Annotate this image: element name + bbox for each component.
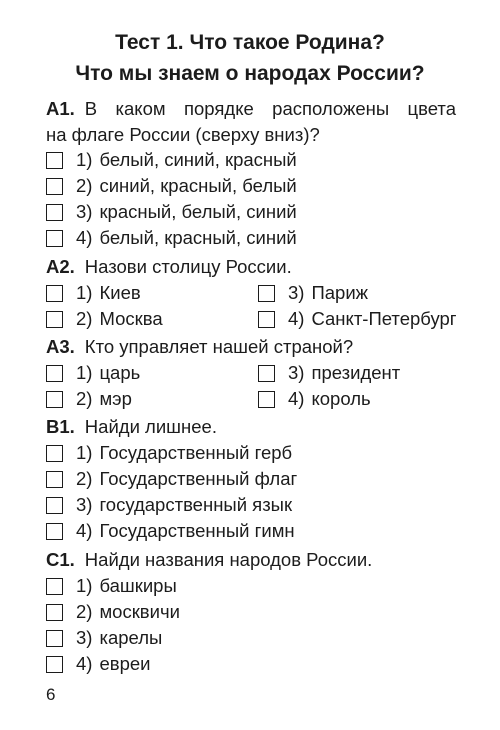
- option-label: президент: [311, 362, 401, 383]
- question-b1-option-1[interactable]: [46, 441, 292, 465]
- option-label: Государственный герб: [99, 442, 293, 463]
- question-a1-option-2[interactable]: [46, 174, 297, 198]
- question-b1-option-4[interactable]: [46, 519, 295, 543]
- question-a1-text-line-1-wrap: [46, 97, 456, 121]
- question-c1-number: С1.: [46, 549, 75, 570]
- option-number: 2): [76, 388, 93, 409]
- option-label: король: [311, 388, 371, 409]
- option-number: 2): [76, 175, 93, 196]
- option-label: белый, синий, красный: [99, 149, 297, 170]
- question-b1-option-2[interactable]: [46, 467, 297, 491]
- option-label: евреи: [99, 653, 151, 674]
- question-a1-option-3[interactable]: [46, 200, 297, 224]
- question-a2-number: А2.: [46, 256, 75, 277]
- question-a2-heading: [46, 255, 292, 279]
- answer-checkbox[interactable]: [46, 285, 63, 302]
- option-label: москвичи: [99, 601, 180, 622]
- option-number: 2): [76, 468, 93, 489]
- option-number: 4): [76, 520, 93, 541]
- question-a3-option-3[interactable]: [258, 361, 400, 385]
- option-label: белый, красный, синий: [99, 227, 297, 248]
- question-a1-text-line-2: на флаге России (сверху вниз)?: [46, 124, 320, 145]
- question-a3-heading: [46, 335, 353, 359]
- option-number: 1): [76, 575, 93, 596]
- option-number: 3): [288, 362, 305, 383]
- option-number: 1): [76, 149, 93, 170]
- answer-checkbox[interactable]: [46, 178, 63, 195]
- question-a2-option-3[interactable]: [258, 281, 368, 305]
- option-number: 1): [76, 362, 93, 383]
- option-number: 3): [76, 201, 93, 222]
- question-a1-option-1[interactable]: [46, 148, 297, 172]
- answer-checkbox[interactable]: [46, 365, 63, 382]
- option-number: 4): [76, 227, 93, 248]
- question-c1-text: Найди названия народов России.: [84, 549, 373, 570]
- question-b1-heading: [46, 415, 217, 439]
- option-label: башкиры: [99, 575, 177, 596]
- option-label: синий, красный, белый: [99, 175, 297, 196]
- option-label: Москва: [99, 308, 163, 329]
- answer-checkbox[interactable]: [46, 604, 63, 621]
- question-c1-heading: [46, 548, 372, 572]
- answer-checkbox[interactable]: [258, 365, 275, 382]
- option-label: государственный язык: [99, 494, 293, 515]
- option-label: Париж: [311, 282, 369, 303]
- answer-checkbox[interactable]: [46, 656, 63, 673]
- answer-checkbox[interactable]: [258, 391, 275, 408]
- option-number: 1): [76, 282, 93, 303]
- option-label: мэр: [99, 388, 132, 409]
- option-number: 2): [76, 601, 93, 622]
- option-number: 4): [76, 653, 93, 674]
- question-a2-option-2[interactable]: [46, 307, 163, 331]
- option-number: 4): [288, 388, 305, 409]
- answer-checkbox[interactable]: [46, 578, 63, 595]
- option-label: царь: [99, 362, 141, 383]
- answer-checkbox[interactable]: [258, 285, 275, 302]
- question-a1-heading: [46, 97, 456, 121]
- answer-checkbox[interactable]: [46, 497, 63, 514]
- option-number: 4): [288, 308, 305, 329]
- question-c1-option-2[interactable]: [46, 600, 180, 624]
- question-b1-number: В1.: [46, 416, 75, 437]
- option-label: красный, белый, синий: [99, 201, 297, 222]
- question-a3-option-2[interactable]: [46, 387, 132, 411]
- option-label: Государственный гимн: [99, 520, 295, 541]
- answer-checkbox[interactable]: [46, 471, 63, 488]
- option-label: Государственный флаг: [99, 468, 298, 489]
- question-a3-option-4[interactable]: [258, 387, 371, 411]
- question-a1-option-4[interactable]: [46, 226, 297, 250]
- test-title-line-2: Что мы знаем о народах России?: [75, 62, 425, 85]
- answer-checkbox[interactable]: [46, 445, 63, 462]
- answer-checkbox[interactable]: [46, 391, 63, 408]
- option-label: Киев: [99, 282, 141, 303]
- question-a1-number: А1.: [46, 98, 75, 119]
- test-title-line-1: Тест 1. Что такое Родина?: [115, 31, 385, 54]
- option-number: 3): [76, 494, 93, 515]
- question-b1-text: Найди лишнее.: [84, 416, 217, 437]
- option-label: карелы: [99, 627, 163, 648]
- question-a3-option-1[interactable]: [46, 361, 140, 385]
- question-c1-option-4[interactable]: [46, 652, 150, 676]
- question-a3-number: А3.: [46, 336, 75, 357]
- option-number: 3): [288, 282, 305, 303]
- option-label: Санкт-Петербург: [311, 308, 457, 329]
- answer-checkbox[interactable]: [46, 230, 63, 247]
- option-number: 3): [76, 627, 93, 648]
- answer-checkbox[interactable]: [46, 311, 63, 328]
- answer-checkbox[interactable]: [258, 311, 275, 328]
- question-a2-text: Назови столицу России.: [84, 256, 292, 277]
- question-a2-option-4[interactable]: [258, 307, 457, 331]
- answer-checkbox[interactable]: [46, 630, 63, 647]
- answer-checkbox[interactable]: [46, 152, 63, 169]
- answer-checkbox[interactable]: [46, 523, 63, 540]
- page-number: 6: [46, 685, 56, 704]
- option-number: 1): [76, 442, 93, 463]
- question-a2-option-1[interactable]: [46, 281, 141, 305]
- answer-checkbox[interactable]: [46, 204, 63, 221]
- question-b1-option-3[interactable]: [46, 493, 292, 517]
- question-c1-option-1[interactable]: [46, 574, 177, 598]
- question-c1-option-3[interactable]: [46, 626, 162, 650]
- option-number: 2): [76, 308, 93, 329]
- question-a3-text: Кто управляет нашей страной?: [84, 336, 354, 357]
- question-a1-text-line-1: В каком порядке расположены цвета: [84, 98, 456, 119]
